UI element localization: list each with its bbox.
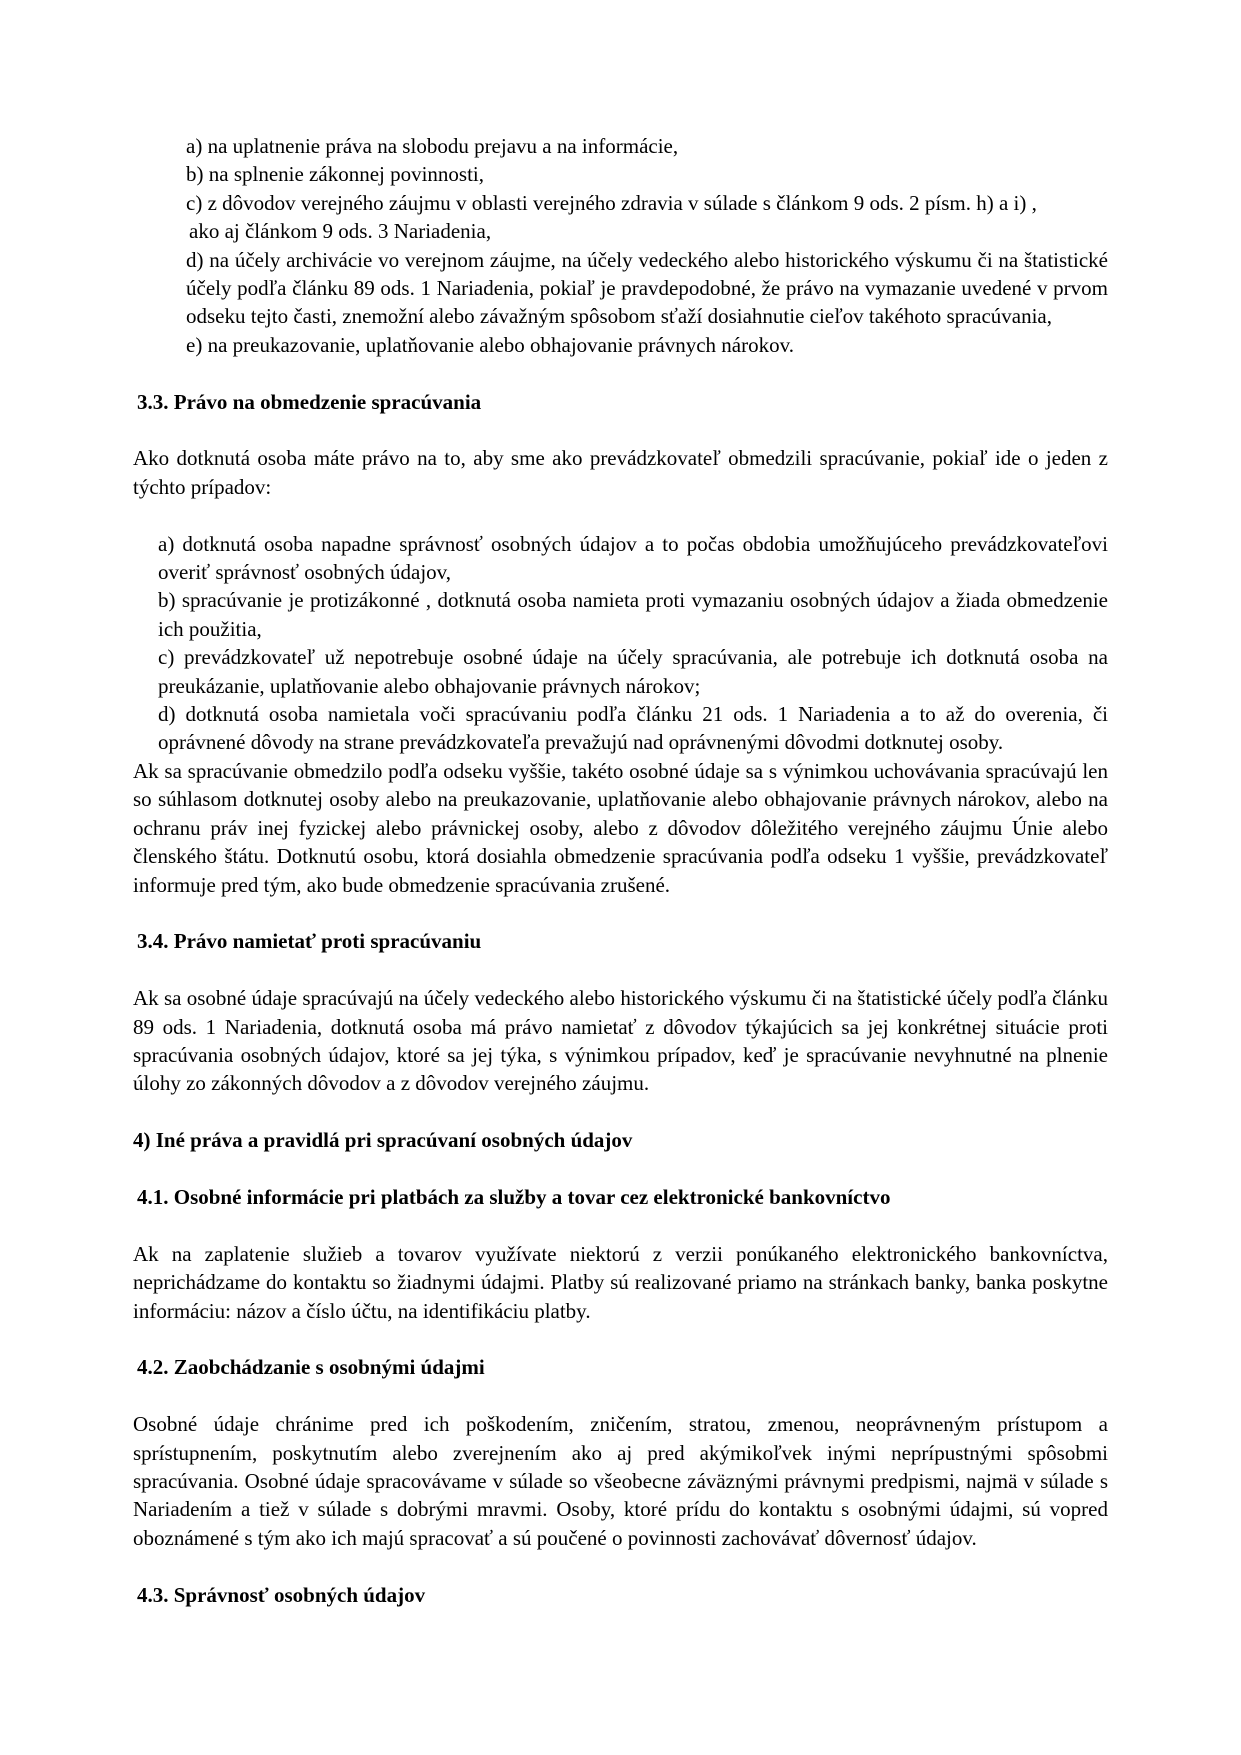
paragraph-3-4-body: Ak sa osobné údaje spracúvajú na účely vedeckého alebo historického výskumu či na štatistické účely podľa článku 89 ods. 1 Nariadenia, dotknutá osoba má právo namietať z dôvodov týkajúcich sa jej konkrétnej situácie proti spracúvania osobných údajov, ktoré sa jej týka, s výnimkou prípadov, keď je spracúvanie nevyhnutné na plnenie úlohy zo zákonných dôvodov a z dôvodov verejného záujmu.	[133, 986, 1108, 1096]
erasure-exception-item-b: b) na splnenie zákonnej povinnosti,	[186, 162, 485, 187]
paragraph-4-1-body: Ak na zaplatenie služieb a tovarov využívate niektorú z verzii ponúkaného elektronického bankovníctva, neprichádzame do kontaktu so žiadnymi údajmi. Platby sú realizované priamo na stránkach banky, banka poskytne informáciu: názov a číslo účtu, na identifikáciu platby.	[133, 1241, 1108, 1323]
erasure-exception-item-c-continuation: ako aj článkom 9 ods. 3 Nariadenia,	[189, 219, 492, 244]
heading-4-2-handling-personal-data: 4.2. Zaobchádzanie s osobnými údajmi	[137, 1355, 485, 1380]
erasure-exception-item-c: c) z dôvodov verejného záujmu v oblasti verejného zdravia v súlade s článkom 9 ods. 2 písm. h) a i) ,	[186, 190, 1037, 215]
restriction-case-item-b: b) spracúvanie je protizákonné , dotknutá osoba namieta proti vymazaniu osobných údajov a žiada obmedzenie ich použitia,	[158, 588, 1108, 641]
restriction-case-item-d: d) dotknutá osoba namietala voči spracúvaniu podľa článku 21 ods. 1 Nariadenia a to až do overenia, či oprávnené dôvody na strane prevádzkovateľa prevažujú nad oprávnenými dôvodmi dotknutej osoby.	[158, 702, 1108, 755]
heading-4-1-electronic-banking: 4.1. Osobné informácie pri platbách za služby a tovar cez elektronické bankovníctvo	[137, 1184, 891, 1209]
paragraph-4-2-body: Osobné údaje chránime pred ich poškodením, zničením, stratou, zmenou, neoprávneným prístupom a sprístupnením, poskytnutím alebo zverejnením ako aj pred akýmikoľvek inými neprípustnými spôsobmi spracúvania. Osobné údaje spracovávame v súlade so všeobecne záväznými právnymi predpismi, najmä v súlade s Nariadením a tiež v súlade s dobrými mravmi. Osoby, ktoré prídu do kontaktu s osobnými údajmi, sú vopred oboznámené s tým ako ich majú spracovať a sú poučené o povinnosti zachovávať dôvernosť údajov.	[133, 1412, 1108, 1550]
heading-3-4-right-to-object: 3.4. Právo namietať proti spracúvaniu	[137, 929, 482, 954]
erasure-exception-item-d: d) na účely archivácie vo verejnom záujme, na účely vedeckého alebo historického výskumu či na štatistické účely podľa článku 89 ods. 1 Nariadenia, pokiaľ je pravdepodobné, že právo na vymazanie uvedené v prvom odseku tejto časti, znemožní alebo závažným spôsobom sťaží dosiahnutie cieľov takéhoto spracúvania,	[186, 247, 1108, 329]
heading-4-other-rights: 4) Iné práva a pravidlá pri spracúvaní osobných údajov	[133, 1128, 633, 1153]
restriction-case-item-c: c) prevádzkovateľ už nepotrebuje osobné údaje na účely spracúvania, ale potrebuje ich dotknutá osoba na preukázanie, uplatňovanie alebo obhajovanie právnych nárokov;	[158, 645, 1108, 698]
erasure-exception-item-a: a) na uplatnenie práva na slobodu prejavu a na informácie,	[186, 134, 679, 158]
paragraph-3-3-body: Ak sa spracúvanie obmedzilo podľa odseku vyššie, takéto osobné údaje sa s výnimkou uchovávania spracúvajú len so súhlasom dotknutej osoby alebo na preukazovanie, uplatňovanie alebo obhajovanie právnych nárokov, alebo na ochranu práv inej fyzickej alebo právnickej osoby, alebo z dôvodov dôležitého verejného záujmu Únie alebo členského štátu. Dotknutú osobu, ktorá dosiahla obmedzenie spracúvania podľa odseku 1 vyššie, prevádzkovateľ informuje pred tým, ako bude obmedzenie spracúvania zrušené.	[133, 758, 1108, 897]
heading-4-3-accuracy-of-personal-data: 4.3. Správnosť osobných údajov	[137, 1582, 426, 1607]
heading-3-3-restriction-of-processing: 3.3. Právo na obmedzenie spracúvania	[137, 389, 482, 414]
restriction-case-item-a: a) dotknutá osoba napadne správnosť osobných údajov a to počas obdobia umožňujúceho prevádzkovateľovi overiť správnosť osobných údajov,	[158, 531, 1108, 585]
erasure-exception-item-e: e) na preukazovanie, uplatňovanie alebo obhajovanie právnych nárokov.	[186, 332, 794, 357]
paragraph-3-3-intro: Ako dotknutá osoba máte právo na to, aby sme ako prevádzkovateľ obmedzili spracúvanie, pokiaľ ide o jeden z týchto prípadov:	[133, 446, 1108, 499]
